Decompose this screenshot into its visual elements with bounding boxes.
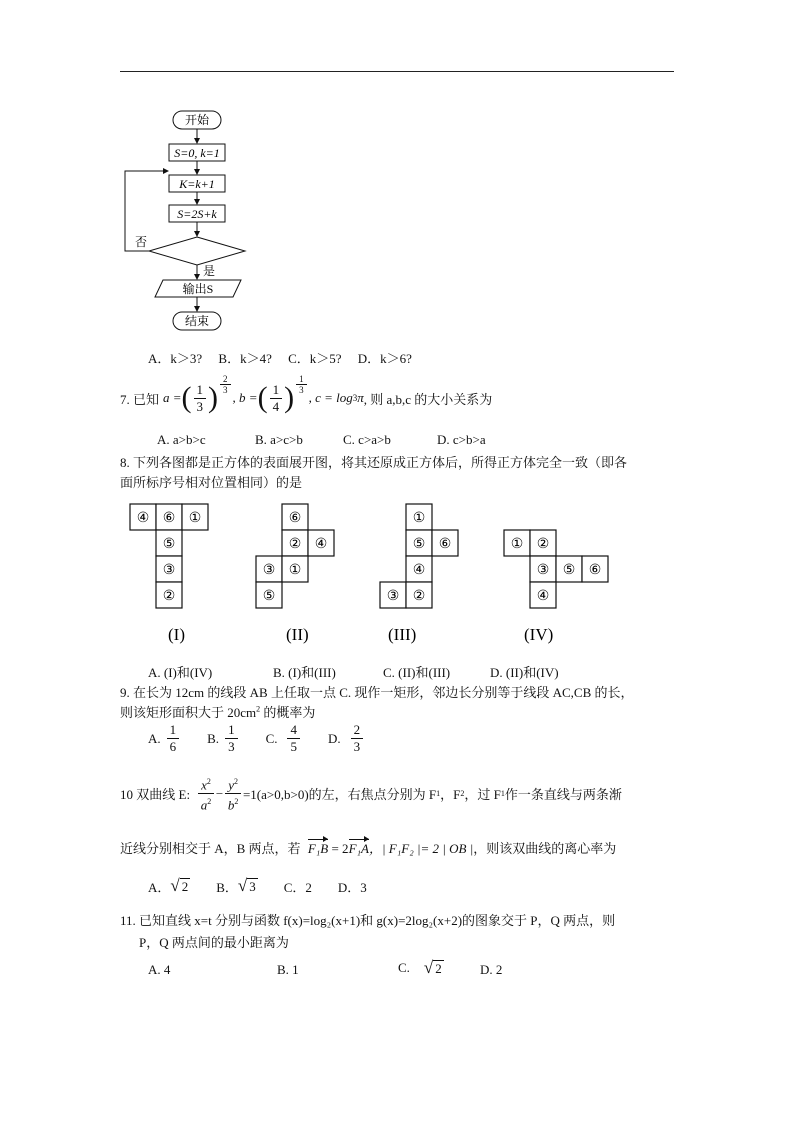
q10-y-frac: $\frac{y^2}{b^2}$: [225, 774, 241, 814]
q10-vector-f1b: F₁B: [307, 841, 329, 856]
q10-option-b-sqrt: √ 3: [237, 876, 256, 895]
net-cell-label: ②: [412, 589, 426, 604]
flow-yes-label: 是: [203, 264, 216, 278]
flow-step1-text: K=k+1: [179, 177, 215, 191]
flowchart: [115, 105, 255, 333]
net-cell-label: ①: [188, 511, 202, 526]
q7-statement: 7. 已知 a = ( $\frac{1}{3}$ ) $\frac{2}{3}$ , b = ( $\frac{1}{4}$ ) $\frac{1}{3}$ , c = log 3 π , 则 a,b,c 的大小关系为: [120, 374, 493, 414]
q11-option-a: A. 4: [148, 962, 171, 977]
q9-option-a-frac: $\frac{1}{6}$: [167, 722, 180, 755]
q9-options: A. $\frac{1}{6}$ B. $\frac{1}{3}$ C. $\frac{4}{5}$ D. $\frac{2}{3}$: [148, 722, 363, 755]
net-cell-label: ⑥: [288, 511, 302, 526]
q7-a-exponent: $\frac{2}{3}$: [220, 374, 231, 395]
flow-end-text: 结束: [184, 314, 210, 328]
q8-option-a: A. (I)和(IV): [148, 665, 213, 680]
net-cell-label: ④: [536, 589, 550, 604]
net-cell-label: ②: [536, 537, 550, 552]
q10-abs-expr: ，| F₁F₂ |= 2 | OB |: [368, 841, 474, 856]
cube-nets: [120, 498, 620, 658]
q7-option-a: A. a>b>c: [157, 432, 206, 447]
net-label: (IV): [524, 625, 554, 644]
q10-line2: 近线分别相交于 A，B 两点，若 F₁B = 2F₁A，| F₁F₂ |= 2 | OB |，则该双曲线的离心率为: [120, 841, 617, 856]
q11-option-c: C. √ 2: [398, 958, 442, 977]
q11-line2: P，Q 两点间的最小距离为: [139, 935, 289, 950]
q7-c-arg: π: [357, 390, 364, 405]
q7-tail: , 则 a,b,c 的大小关系为: [363, 391, 493, 407]
q10-x-frac: $\frac{x^2}{a^2}$: [198, 774, 214, 814]
net-cell-label: ①: [510, 537, 524, 552]
flow-step2-text: S=2S+k: [177, 207, 217, 221]
q8-option-b: B. (I)和(III): [273, 665, 336, 680]
q8-option-c: C. (II)和(III): [383, 665, 451, 680]
q7-c-expr: , c = log: [308, 390, 353, 405]
q7-number: 7. 已知: [120, 391, 160, 407]
net-cell-label: ②: [288, 537, 302, 552]
q7-b-base: $\frac{1}{4}$: [270, 382, 283, 415]
q10-vector-f1a: F₁A: [348, 841, 369, 856]
q7-a-lhs: a =: [163, 390, 182, 405]
q7-b-lhs: , b =: [232, 390, 258, 405]
net-cell-label: ④: [314, 537, 328, 552]
q11-option-b: B. 1: [277, 962, 299, 977]
net-cell-label: ⑥: [438, 537, 452, 552]
net-label: (I): [168, 625, 185, 644]
q9-line2: 则该矩形面积大于 $20cm^2$ 的概率为: [120, 704, 316, 720]
q9-option-c-frac: $\frac{4}{5}$: [287, 722, 300, 755]
net-cell-label: ⑥: [588, 563, 602, 578]
q7-option-b: B. a>c>b: [255, 432, 303, 447]
net-cell-label: ③: [162, 563, 176, 578]
net-cell-label: ③: [386, 589, 400, 604]
net-cell-label: ①: [412, 511, 426, 526]
net-cell-label: ③: [536, 563, 550, 578]
flow-no-label: 否: [135, 235, 148, 249]
q7-a-base: $\frac{1}{3}$: [194, 382, 207, 415]
flow-start-text: 开始: [184, 113, 210, 127]
q9-option-d-frac: $\frac{2}{3}$: [351, 722, 364, 755]
net-cell-label: ①: [288, 563, 302, 578]
net-cell-label: ⑤: [562, 563, 576, 578]
flow-init-text: S=0, k=1: [174, 146, 220, 160]
q10-options: A． √ 2 B． √ 3 C．2 D．3: [148, 876, 367, 895]
q8-line1: 8. 下列各图都是正方体的表面展开图，将其还原成正方体后，所得正方体完全一致（即各: [120, 455, 628, 470]
net-cell-label: ⑥: [162, 511, 176, 526]
header-rule: [120, 71, 674, 72]
net-cell-label: ③: [262, 563, 276, 578]
q7-option-c: C. c>a>b: [343, 432, 391, 447]
q8-option-d: D. (II)和(IV): [490, 665, 559, 680]
net-cell-label: ④: [412, 563, 426, 578]
net-cell-label: ④: [136, 511, 150, 526]
q7-c-base: 3: [352, 393, 358, 403]
net-label: (III): [388, 625, 417, 644]
q10-option-a-sqrt: √ 2: [170, 876, 189, 895]
net-cell-label: ⑤: [162, 537, 176, 552]
flow-output-text: 输出S: [182, 282, 214, 296]
q11-line1: 11. 已知直线 x=t 分别与函数 f(x)=log₂(x+1)和 g(x)=2log₂(x+2)的图象交于 P，Q 两点，则: [120, 913, 616, 928]
q11-option-c-sqrt: √ 2: [423, 958, 442, 977]
net-cell-label: ②: [162, 589, 176, 604]
q9-line1: 9. 在长为 12cm 的线段 AB 上任取一点 C. 现作一矩形，邻边长分别等于线段 AC,CB 的长，: [120, 685, 634, 700]
net-label: (II): [286, 625, 309, 644]
net-cell-label: ⑤: [262, 589, 276, 604]
q11-option-d: D. 2: [480, 962, 503, 977]
net-cell-label: ⑤: [412, 537, 426, 552]
q10-line1: 10 双曲线 E: $\frac{x^2}{a^2}$ − $\frac{y^2}{b^2}$ =1(a>0,b>0)的左，右焦点分别为 F 1 ，F 2 ，过 F 1 作一条直线与两条渐: [120, 774, 622, 814]
q7-b-exponent: $\frac{1}{3}$: [296, 374, 307, 395]
q7-option-d: D. c>b>a: [437, 432, 486, 447]
flow-decision-node: [149, 237, 245, 265]
q6-options: A．k＞3? B．k＞4? C．k＞5? D．k＞6?: [148, 351, 412, 366]
q9-option-b-frac: $\frac{1}{3}$: [225, 722, 238, 755]
q8-line2: 面所标序号相对位置相同）的是: [120, 475, 303, 490]
